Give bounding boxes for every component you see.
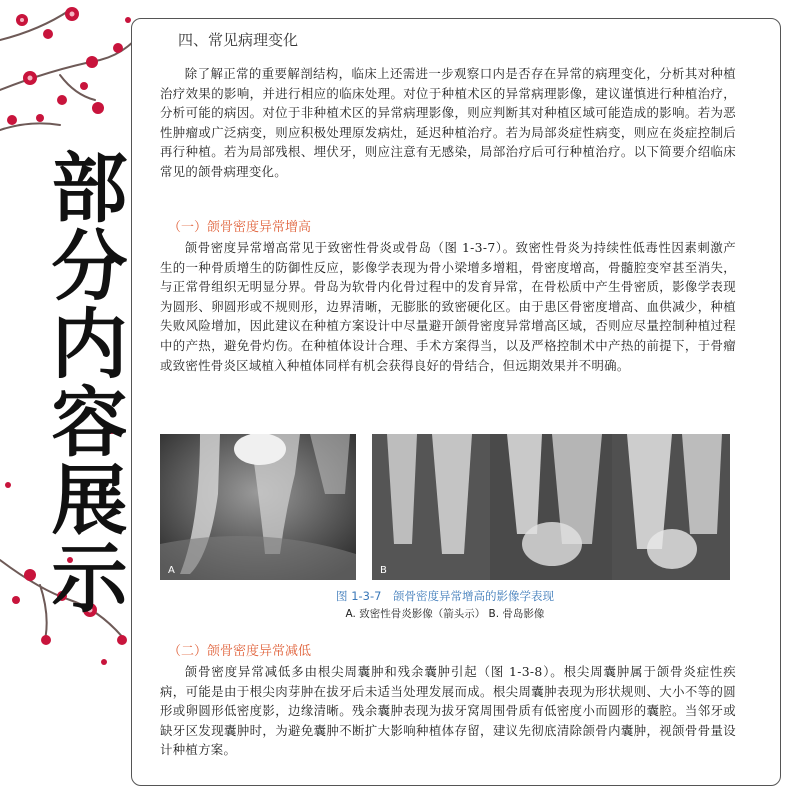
- xray-image-a: [160, 434, 356, 580]
- side-title: 部分内容展示: [39, 148, 128, 616]
- intro-paragraph: 除了解正常的重要解剖结构，临床上还需进一步观察口内是否存在异常的病理变化，分析其对种植治疗效果的影响，并进行相应的临床处理。对位于种植术区的异常病理影像，建议谨慎进行种植治疗，分析可能的病因。对位于非种植术区的异常病理影像，则应判断其对种植区域可能造成的影响。若为恶性肿瘤或广泛病变，则应积极处理原发病灶，延迟种植治疗。若为局部炎症性病变，则应在炎症控制后再行种植。若为局部残根、埋伏牙，则应注意有无感染，局部治疗后可行种植治疗。以下简要介绍临床常见的颌骨病理变化。: [160, 66, 736, 179]
- section-heading: 四、常见病理变化: [178, 31, 299, 49]
- figure-caption-title: 图 1-3-7 颌骨密度异常增高的影像学表现: [336, 589, 554, 603]
- subsection-2-paragraph: 颌骨密度异常减低多由根尖周囊肿和残余囊肿引起（图 1-3-8）。根尖周囊肿属于颌骨炎症性疾病，可能是由于根尖肉芽肿在拔牙后未适当处理发展而成。根尖周囊肿表现为形状规则、大小不等的圆形或卵圆形低密度影，边缘清晰。残余囊肿表现为拔牙窝周围骨质有低密度小而圆形的囊腔。当邻牙或缺牙区发现囊肿时，为避免囊肿不断扩大影响种植体存留，建议先彻底清除颌骨内囊肿，视颌骨骨量设计种植方案。: [160, 664, 736, 758]
- subsection-1-heading: （一）颌骨密度异常增高: [168, 220, 312, 235]
- subsection-2-heading: （二）颌骨密度异常减低: [168, 644, 312, 659]
- panel-a-label: A: [168, 565, 175, 576]
- subsection-1-paragraph: 颌骨密度异常增高常见于致密性骨炎或骨岛（图 1-3-7）。致密性骨炎为持续性低毒性因素刺激产生的一种骨质增生的防御性反应，影像学表现为骨小梁增多增粗，骨密度增高，骨髓腔变窄甚至消失，与正常骨组织无明显分界。骨岛为软骨内化骨过程中的发育异常，在骨松质中产生骨密质，影像学表现为圆形、卵圆形或不规则形，边界清晰，无膨胀的致密硬化区。由于患区骨密度增高、血供减少，种植失败风险增加，因此建议在种植方案设计中尽量避开颌骨密度异常增高区域，否则应尽量控制种植过程中的产热，避免骨灼伤。在种植体设计合理、手术方案得当，以及严格控制术中产热的前提下，于骨瘤或致密性骨炎区域植入种植体同样有机会获得良好的骨结合，但远期效果并不明确。: [160, 240, 736, 373]
- figure-caption-sub: A. 致密性骨炎影像（箭头示） B. 骨岛影像: [345, 608, 545, 620]
- xray-panel-a: [160, 434, 356, 580]
- xray-panel-b: [372, 434, 730, 580]
- panel-b-label: B: [380, 565, 387, 576]
- xray-image-b: [372, 434, 730, 580]
